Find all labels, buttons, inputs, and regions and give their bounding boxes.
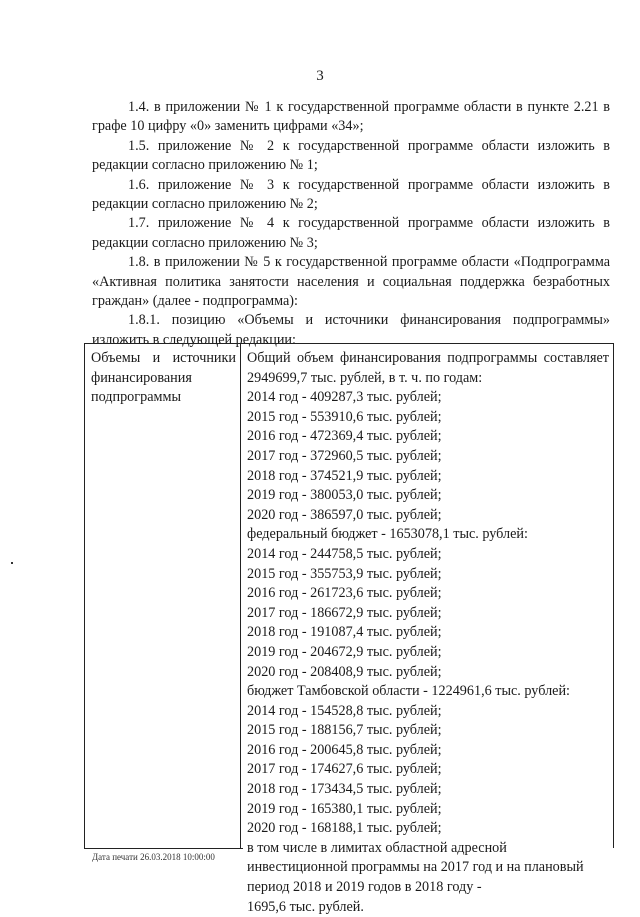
table-line: 2014 год - 154528,8 тыс. рублей; <box>247 702 442 719</box>
table-line: инвестиционной программы на 2017 год и на плановый <box>247 859 584 876</box>
table-line: 2019 год - 380053,0 тыс. рублей; <box>247 487 442 504</box>
table-line: 2014 год - 409287,3 тыс. рублей; <box>247 389 442 406</box>
paragraph-1-7: 1.7. приложение № 4 к государственной программе области изложить в редакции согласно приложению № 3; <box>92 215 610 251</box>
table-line: 2016 год - 472369,4 тыс. рублей; <box>247 428 442 445</box>
table-line: Общий объем финансирования подпрограммы составляет 2949699,7 тыс. рублей, в т. ч. по годам: <box>247 350 609 386</box>
table-line: 2019 год - 165380,1 тыс. рублей; <box>247 800 442 817</box>
table-line: 2016 год - 200645,8 тыс. рублей; <box>247 741 442 758</box>
table-right-cell <box>247 349 609 917</box>
paragraph-1-4: 1.4. в приложении № 1 к государственной программе области в пункте 2.21 в графе 10 цифру «0» заменить цифрами «34»; <box>92 99 610 135</box>
paragraph-1-8: 1.8. в приложении № 5 к государственной программе области «Подпрограмма «Активная политика занятости населения и социальная поддержка безработных граждан» (далее - подпрограмма): <box>92 254 610 310</box>
table-line: 2015 год - 188156,7 тыс. рублей; <box>247 722 442 739</box>
table-line: период 2018 и 2019 годов в 2018 году - <box>247 879 482 896</box>
page-number: 3 <box>316 68 324 84</box>
table-line: в том числе в лимитах областной адресной <box>247 839 507 856</box>
table-line: 2020 год - 386597,0 тыс. рублей; <box>247 506 442 523</box>
scan-mark <box>11 562 13 564</box>
table-line: 1695,6 тыс. рублей. <box>247 898 364 915</box>
table-bottom-border <box>84 848 243 849</box>
table-line: бюджет Тамбовской области - 1224961,6 тыс. рублей: <box>247 683 570 700</box>
table-line: 2018 год - 191087,4 тыс. рублей; <box>247 624 442 641</box>
table-line: 2020 год - 168188,1 тыс. рублей; <box>247 820 442 837</box>
table-line: 2018 год - 374521,9 тыс. рублей; <box>247 467 442 484</box>
table-line: 2020 год - 208408,9 тыс. рублей; <box>247 663 442 680</box>
table-left-cell: Объемы и источники финансирования подпрограммы <box>91 350 236 406</box>
table-line: 2017 год - 372960,5 тыс. рублей; <box>247 447 442 464</box>
print-date-footer: Дата печати 26.03.2018 10:00:00 <box>92 852 215 862</box>
table-line: 2017 год - 174627,6 тыс. рублей; <box>247 761 442 778</box>
paragraph-1-8-1: 1.8.1. позицию «Объемы и источники финансирования подпрограммы» изложить в следующей редакции: <box>92 312 610 348</box>
table-line: 2017 год - 186672,9 тыс. рублей; <box>247 604 442 621</box>
document-body <box>92 98 610 350</box>
table-line: 2015 год - 553910,6 тыс. рублей; <box>247 408 442 425</box>
table-line: федеральный бюджет - 1653078,1 тыс. рублей: <box>247 526 528 543</box>
table-line: 2019 год - 204672,9 тыс. рублей; <box>247 643 442 660</box>
table-line: 2018 год - 173434,5 тыс. рублей; <box>247 781 442 798</box>
table-line: 2016 год - 261723,6 тыс. рублей; <box>247 585 442 602</box>
paragraph-1-6: 1.6. приложение № 3 к государственной программе области изложить в редакции согласно приложению № 2; <box>92 176 610 213</box>
paragraph-1-5: 1.5. приложение № 2 к государственной программе области изложить в редакции согласно приложению № 1; <box>92 137 610 174</box>
table-column-divider <box>240 344 241 848</box>
table-line: 2015 год - 355753,9 тыс. рублей; <box>247 565 442 582</box>
table-line: 2014 год - 244758,5 тыс. рублей; <box>247 545 442 562</box>
